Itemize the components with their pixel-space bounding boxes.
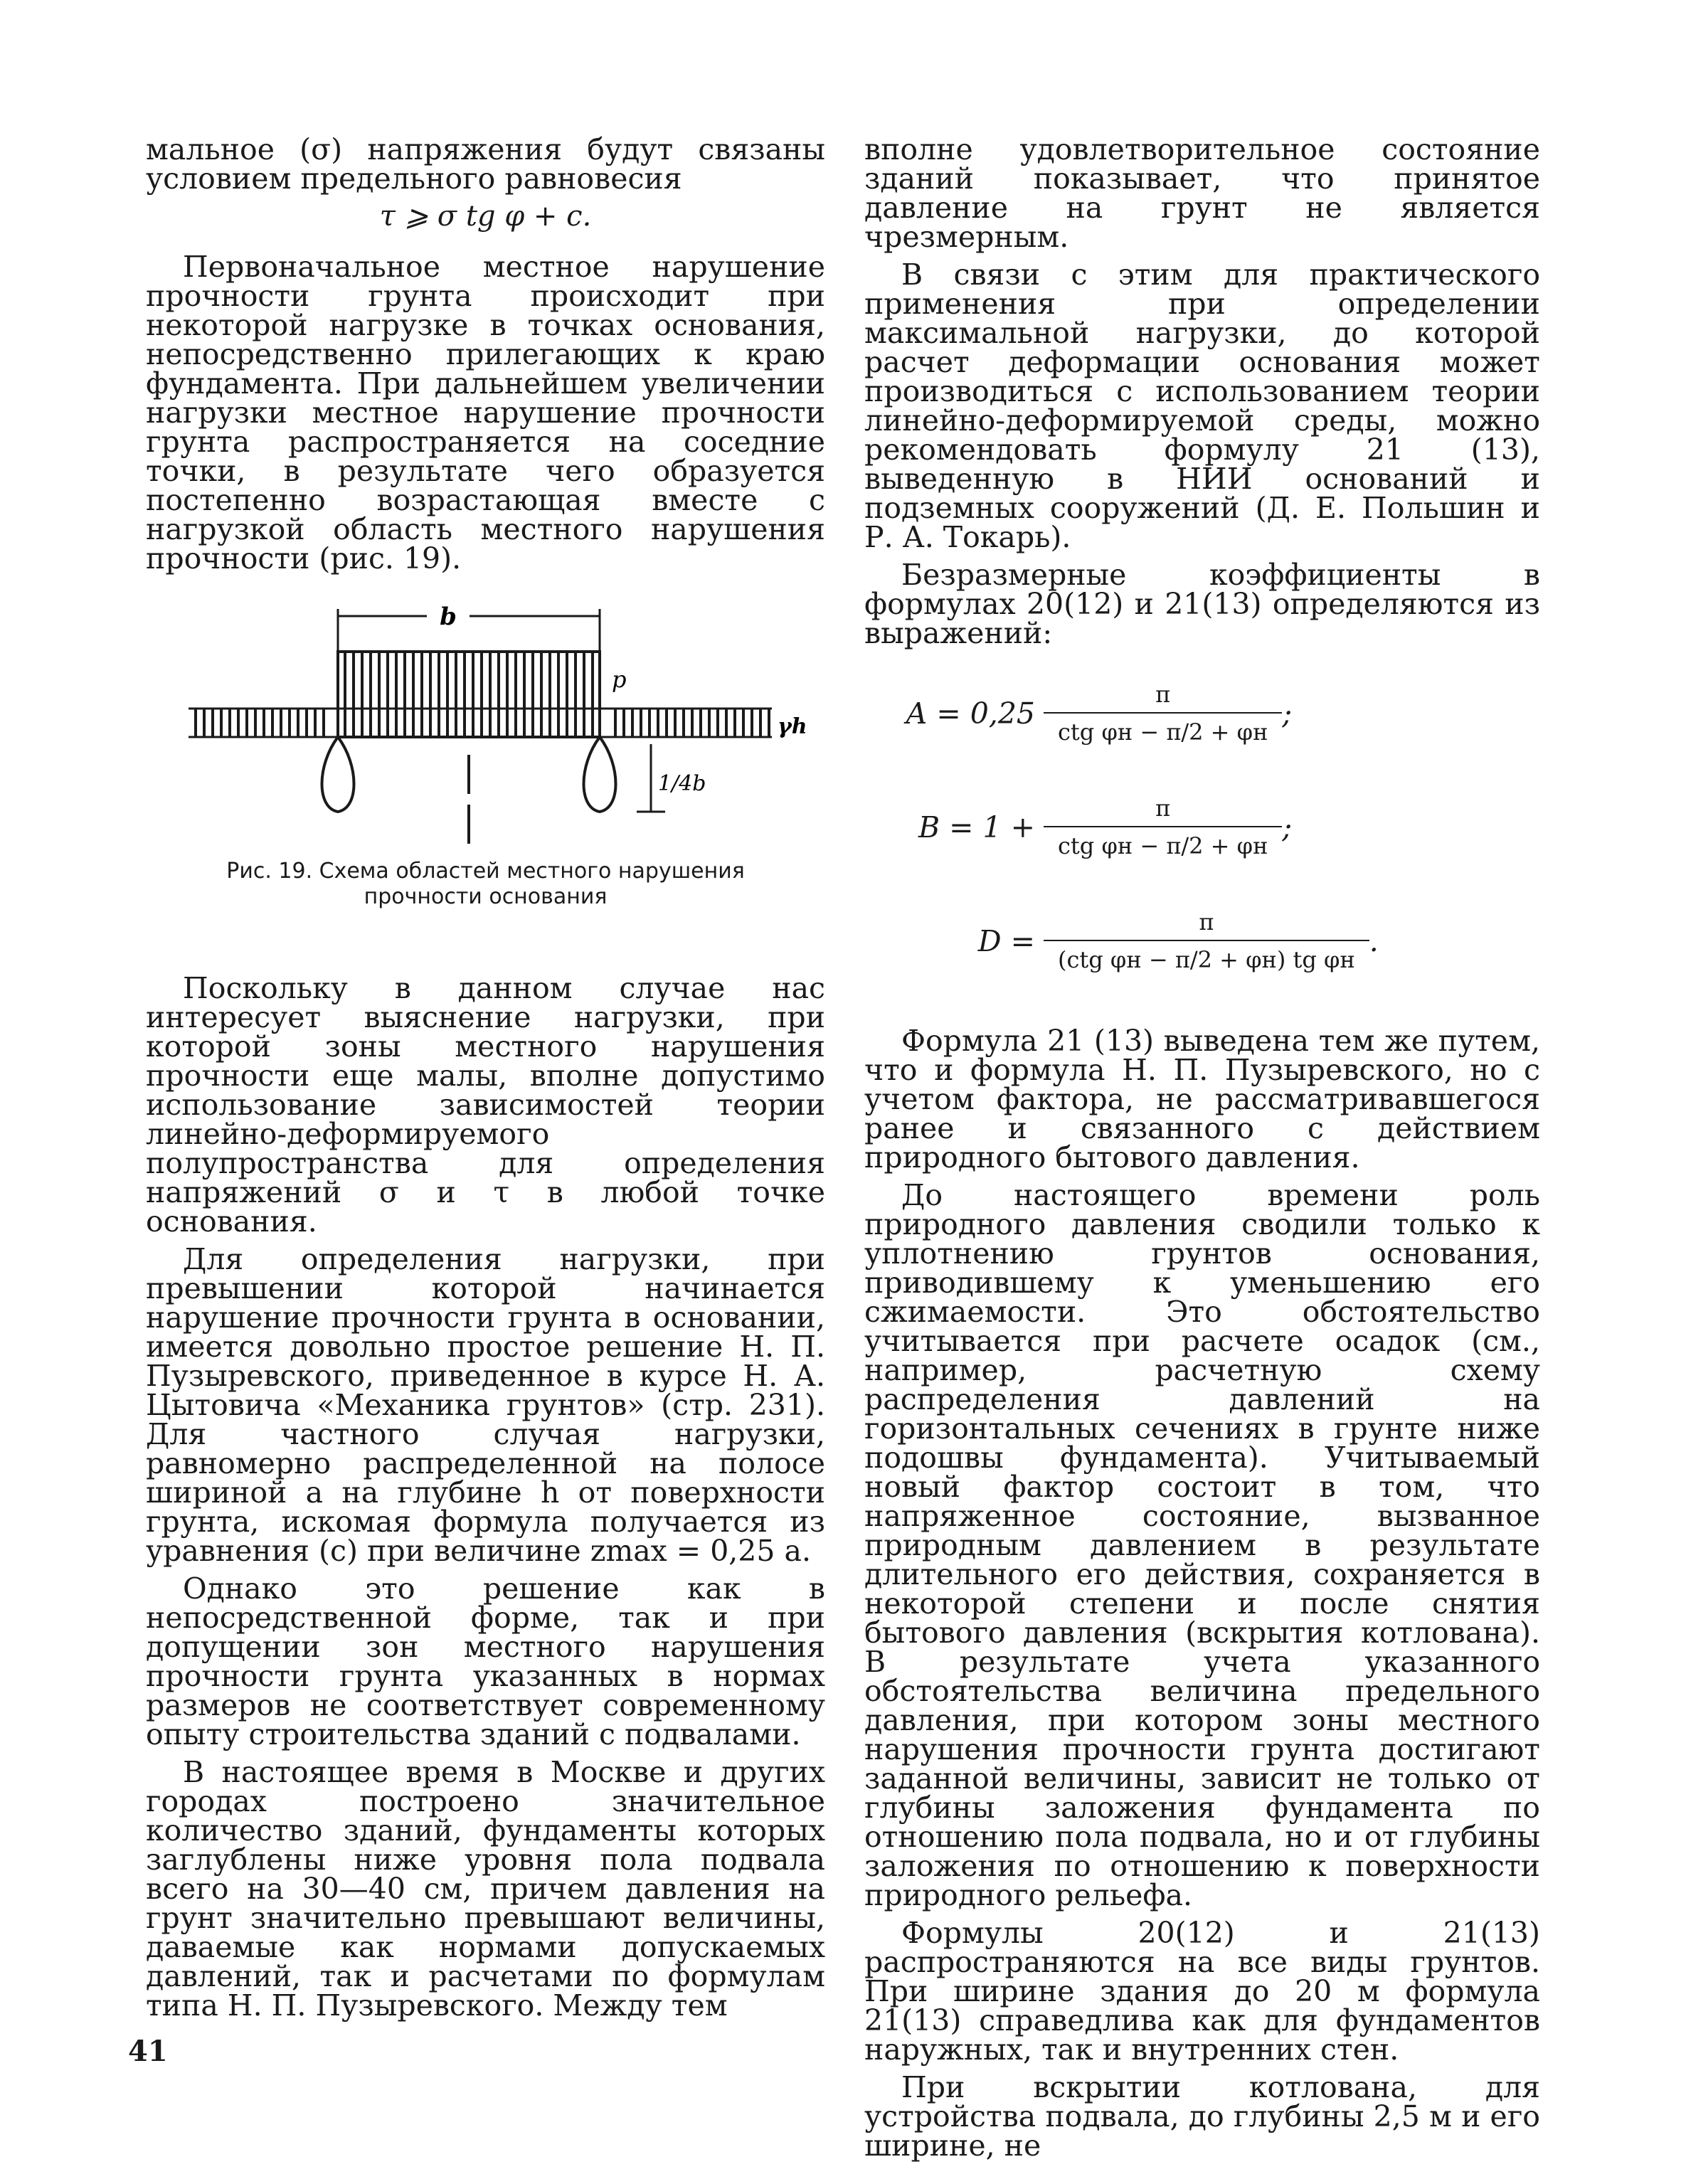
eq-lhs: B = 1 + (918, 810, 1035, 844)
right-column (864, 132, 1540, 2169)
paragraph: Формулы 20(12) и 21(13) распространяются на все виды грунтов. При ширине здания до 20 м формула 21(13) справедлива как для фундаментов наружных, так и внутренних стен. (864, 1916, 1540, 2067)
paragraph: Формула 21 (13) выведена тем же путем, что и формула Н. П. Пузыревского, но с учетом фактора, не рассматривавшегося ранее и связанного с действием природного бытового давления. (864, 1024, 1540, 1175)
paragraph: До настоящего времени роль природного давления сводили только к уплотнению грунтов основания, приводившему к уменьшению его сжимаемости. Это обстоятельство учитывается при расчете осадок (см., например, расчетную схему распределения давлений на горизонтальных сечениях в грунте ниже подошвы фундамента). Учитываемый новый фактор состоит в том, что напряженное состояние, вызванное природным давлением в результате длительного его действия, сохраняется в некоторой степени и после снятия бытового давления (вскрытия котлована). В результате учета указанного обстоятельства величина предельного давления, при котором зоны местного нарушения прочности грунта достигают заданной величины, зависит не только от глубины заложения фундамента по отношению пола подвала, но и от глубины заложения по отношению к поверхности природного рельефа. (864, 1178, 1540, 1912)
eq-end: ; (1282, 696, 1293, 731)
figure-19 (146, 602, 825, 910)
paragraph: вполне удовлетворительное состояние зданий показывает, что принятое давление на грунт не является чрезмерным. (864, 132, 1540, 254)
label-p: p (612, 666, 627, 693)
paragraph: Для определения нагрузки, при превышении которой начинается нарушение прочности грунта в основании, имеется довольно простое решение Н. П. Пузыревского, приведенное в курсе Н. А. Цытовича «Механика грунтов» (стр. 231). Для частного случая нагрузки, равномерно распределенной на полосе шириной a на глубине h от поверхности грунта, искомая формула получается из уравнения (c) при величине zmax = 0,25 a. (146, 1242, 825, 1568)
eq-denominator: ctg φн − π/2 + φн (1044, 826, 1282, 861)
eq-lhs: A = 0,25 (906, 696, 1035, 731)
ground-hatch-lines (196, 652, 769, 737)
foundation-diagram (146, 602, 825, 844)
equation-a (864, 657, 1540, 770)
paragraph: При вскрытии котлована, для устройства подвала, до глубины 2,5 м и его ширине, не (864, 2070, 1540, 2163)
figure-caption: Рис. 19. Схема областей местного нарушения прочности основания (226, 859, 745, 909)
eq-lhs: D = (977, 923, 1035, 958)
eq-numerator: π (1155, 795, 1171, 822)
eq-denominator: (ctg φн − π/2 + φн) tg φн (1044, 940, 1369, 975)
equation-b (864, 770, 1540, 884)
paragraph: Однако это решение как в непосредственной форме, так и при допущении зон местного нарушения прочности грунта указанных в нормах размеров не соответствует современному опыту строительства зданий с подвалами. (146, 1571, 825, 1751)
left-column (146, 132, 825, 2029)
paragraph: В связи с этим для практического применения при определении максимальной нагрузки, до которой расчет деформации основания может производиться с использованием теории линейно-деформируемой среды, можно рекомендовать формулу 21 (13), выведенную в НИИ оснований и подземных сооружений (Д. Е. Польшин и Р. А. Токарь). (864, 258, 1540, 554)
paragraph: Безразмерные коэффициенты в формулах 20(12) и 21(13) определяются из выражений: (864, 558, 1540, 650)
label-gamma-h: γh (778, 714, 807, 739)
label-b: b (440, 603, 457, 631)
eq-numerator: π (1155, 681, 1171, 708)
plastic-zone-left (322, 737, 354, 812)
eq-end: ; (1282, 810, 1293, 844)
load-block (338, 652, 600, 737)
label-depth: 1/4b (658, 771, 706, 796)
paragraph: мальное (σ) напряжения будут связаны условием предельного равновесия (146, 132, 825, 196)
eq-denominator: ctg φн − π/2 + φн (1044, 712, 1282, 747)
equations-block (864, 657, 1540, 998)
paragraph: В настоящее время в Москве и других городах построено значительное количество зданий, фундаменты которых заглублены ниже уровня пола подвала всего на 30—40 см, причем давления на грунт значительно превышают величины, даваемые как нормами допускаемых давлений, так и расчетами по формулам типа Н. П. Пузыревского. Между тем (146, 1755, 825, 2023)
paragraph: Первоначальное местное нарушение прочности грунта происходит при некоторой нагрузке в точках основания, непосредственно прилегающих к краю фундамента. При дальнейшем увеличении нагрузки местное нарушение прочности грунта распространяется на соседние точки, в результате чего образуется постепенно возрастающая вместе с нагрузкой область местного нарушения прочности (рис. 19). (146, 250, 825, 576)
paragraph: Поскольку в данном случае нас интересует выяснение нагрузки, при которой зоны местного нарушения прочности еще малы, вполне допустимо использование зависимостей теории линейно-деформируемого полупространства для определения напряжений σ и τ в любой точке основания. (146, 971, 825, 1239)
eq-end: . (1369, 923, 1379, 958)
formula-limit-equilibrium: τ ⩾ σ tg φ + c. (379, 200, 592, 233)
page-number: 41 (128, 2035, 168, 2068)
eq-numerator: π (1199, 908, 1214, 935)
equation-d (864, 884, 1540, 998)
plastic-zone-right (584, 737, 616, 812)
